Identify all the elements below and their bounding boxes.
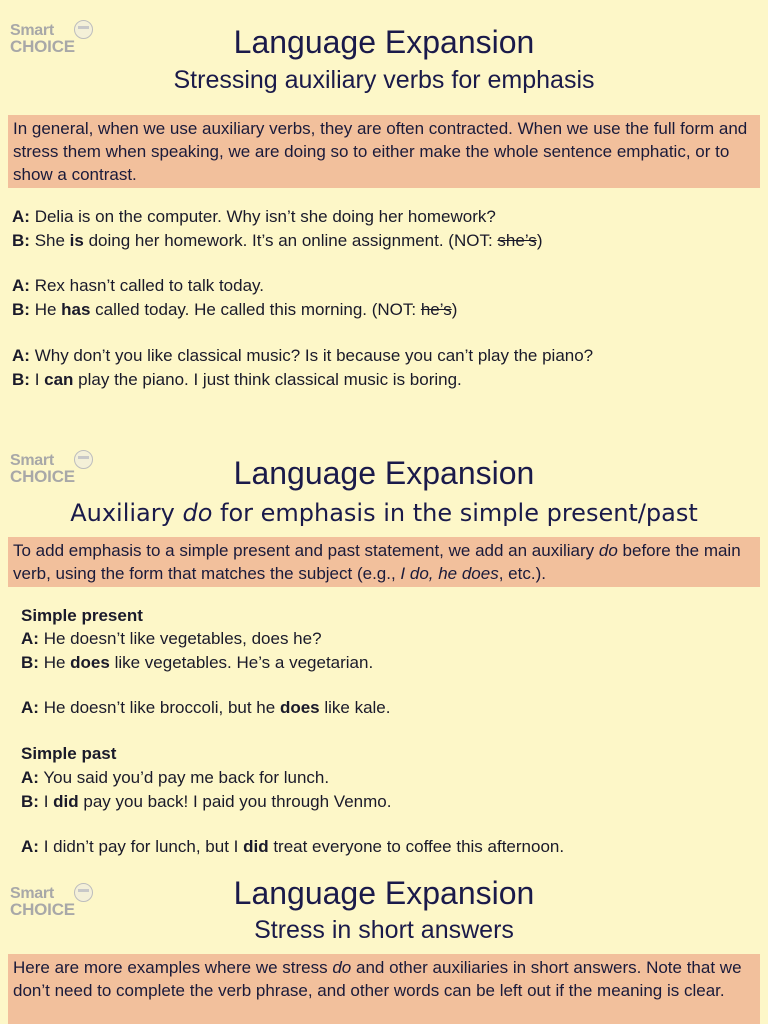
box-text: To add emphasis to a simple present and past statement, we add an auxiliary (13, 541, 599, 560)
struck-word: he’s (420, 300, 452, 319)
logo-smart: Smart (10, 452, 54, 469)
simple-past-heading: Simple past (21, 744, 117, 763)
line-text: Why don’t you like classical music? Is it because you can’t play the piano? (34, 346, 594, 365)
stressed-word: does (70, 653, 110, 672)
stressed-word: does (279, 698, 320, 717)
logo-choice: CHOICE (10, 467, 75, 486)
line-text: pay you back! I paid you through Venmo. (78, 792, 392, 811)
line-text: like vegetables. He’s a vegetarian. (109, 653, 374, 672)
line-text: doing her homework. It’s an online assignment. (NOT: (83, 231, 498, 250)
s1-d3-a (12, 345, 593, 367)
line-text: I didn’t pay for lunch, but I (43, 837, 244, 856)
box-emphasis: do (332, 958, 352, 977)
line-text: He (43, 653, 71, 672)
stressed-word: is (69, 231, 84, 250)
line-text: You said you’d pay me back for lunch. (43, 768, 330, 787)
s2-p3-a (21, 767, 329, 789)
box-text: Here are more examples where we stress (13, 958, 333, 977)
s2-p1-a (21, 628, 322, 650)
s2-p4-a (21, 836, 564, 858)
section1-intro-box: In general, when we use auxiliary verbs, they are often contracted. When we use the full form and stress them when speaking, we are doing so to either make the whole sentence emphatic, or to show a contrast. (8, 115, 760, 188)
s2-p2-a (21, 697, 391, 719)
speaker-a: A: (12, 346, 30, 365)
line-text: called today. He called this morning. (NOT: (90, 300, 421, 319)
stressed-word: has (61, 300, 91, 319)
stressed-word: did (53, 792, 79, 811)
line-text: He (34, 300, 62, 319)
speaker-a: A: (21, 629, 39, 648)
line-text: She (34, 231, 70, 250)
section3-intro-box (8, 954, 760, 1024)
subtitle-emphasis: do (182, 499, 213, 527)
logo-smart: Smart (10, 885, 54, 902)
section2-subtitle (0, 499, 768, 527)
section3-title: Language Expansion (233, 875, 535, 911)
line-text: play the piano. I just think classical music is boring. (73, 370, 462, 389)
subtitle-text: Auxiliary (70, 499, 183, 527)
s1-d3-b (12, 369, 462, 391)
box-text: and other auxiliaries in short answers. Note that we don’t need to complete the verb phrase, and other words can be left out if the meaning is clear. (13, 958, 742, 1000)
s1-d1-a (12, 206, 496, 228)
box-text: before the main verb, using the form that matches the subject (e.g., (13, 541, 741, 583)
box-emphasis: do (598, 541, 618, 560)
line-text: Rex hasn’t called to talk today. (34, 276, 264, 295)
speaker-a: A: (21, 837, 39, 856)
section1-subtitle: Stressing auxiliary verbs for emphasis (173, 66, 595, 94)
speaker-b: B: (12, 231, 30, 250)
line-text: ) (451, 300, 458, 319)
stressed-word: did (243, 837, 269, 856)
speaker-b: B: (12, 370, 30, 389)
line-text: treat everyone to coffee this afternoon. (268, 837, 565, 856)
section3-subtitle: Stress in short answers (254, 916, 514, 944)
line-text: He doesn’t like vegetables, does he? (43, 629, 322, 648)
struck-word: she’s (497, 231, 537, 250)
speaker-b: B: (12, 300, 30, 319)
subtitle-text: for emphasis in the simple present/past (212, 499, 698, 527)
s1-d2-a (12, 275, 264, 297)
s2-p1-b (21, 652, 373, 674)
logo-choice: CHOICE (10, 900, 75, 919)
line-text: I (34, 370, 45, 389)
stressed-word: can (44, 370, 74, 389)
section2-title: Language Expansion (233, 455, 535, 491)
speaker-b: B: (21, 653, 39, 672)
s1-d2-b (12, 299, 457, 321)
s2-p3-b (21, 791, 391, 813)
speaker-a: A: (21, 768, 39, 787)
logo-choice: CHOICE (10, 37, 75, 56)
speaker-b: B: (21, 792, 39, 811)
s1-d1-b (12, 230, 542, 252)
section1-title: Language Expansion (233, 24, 535, 60)
speaker-a: A: (21, 698, 39, 717)
line-text: I (43, 792, 54, 811)
speaker-a: A: (12, 207, 30, 226)
line-text: Delia is on the computer. Why isn’t she doing her homework? (34, 207, 496, 226)
box-emphasis: I do, he does (400, 564, 499, 583)
line-text: He doesn’t like broccoli, but he (43, 698, 280, 717)
speaker-a: A: (12, 276, 30, 295)
box-text: , etc.). (498, 564, 546, 583)
logo-smart: Smart (10, 22, 54, 39)
simple-present-heading: Simple present (21, 606, 143, 625)
line-text: like kale. (319, 698, 391, 717)
section2-intro-box (8, 537, 760, 587)
line-text: ) (536, 231, 543, 250)
